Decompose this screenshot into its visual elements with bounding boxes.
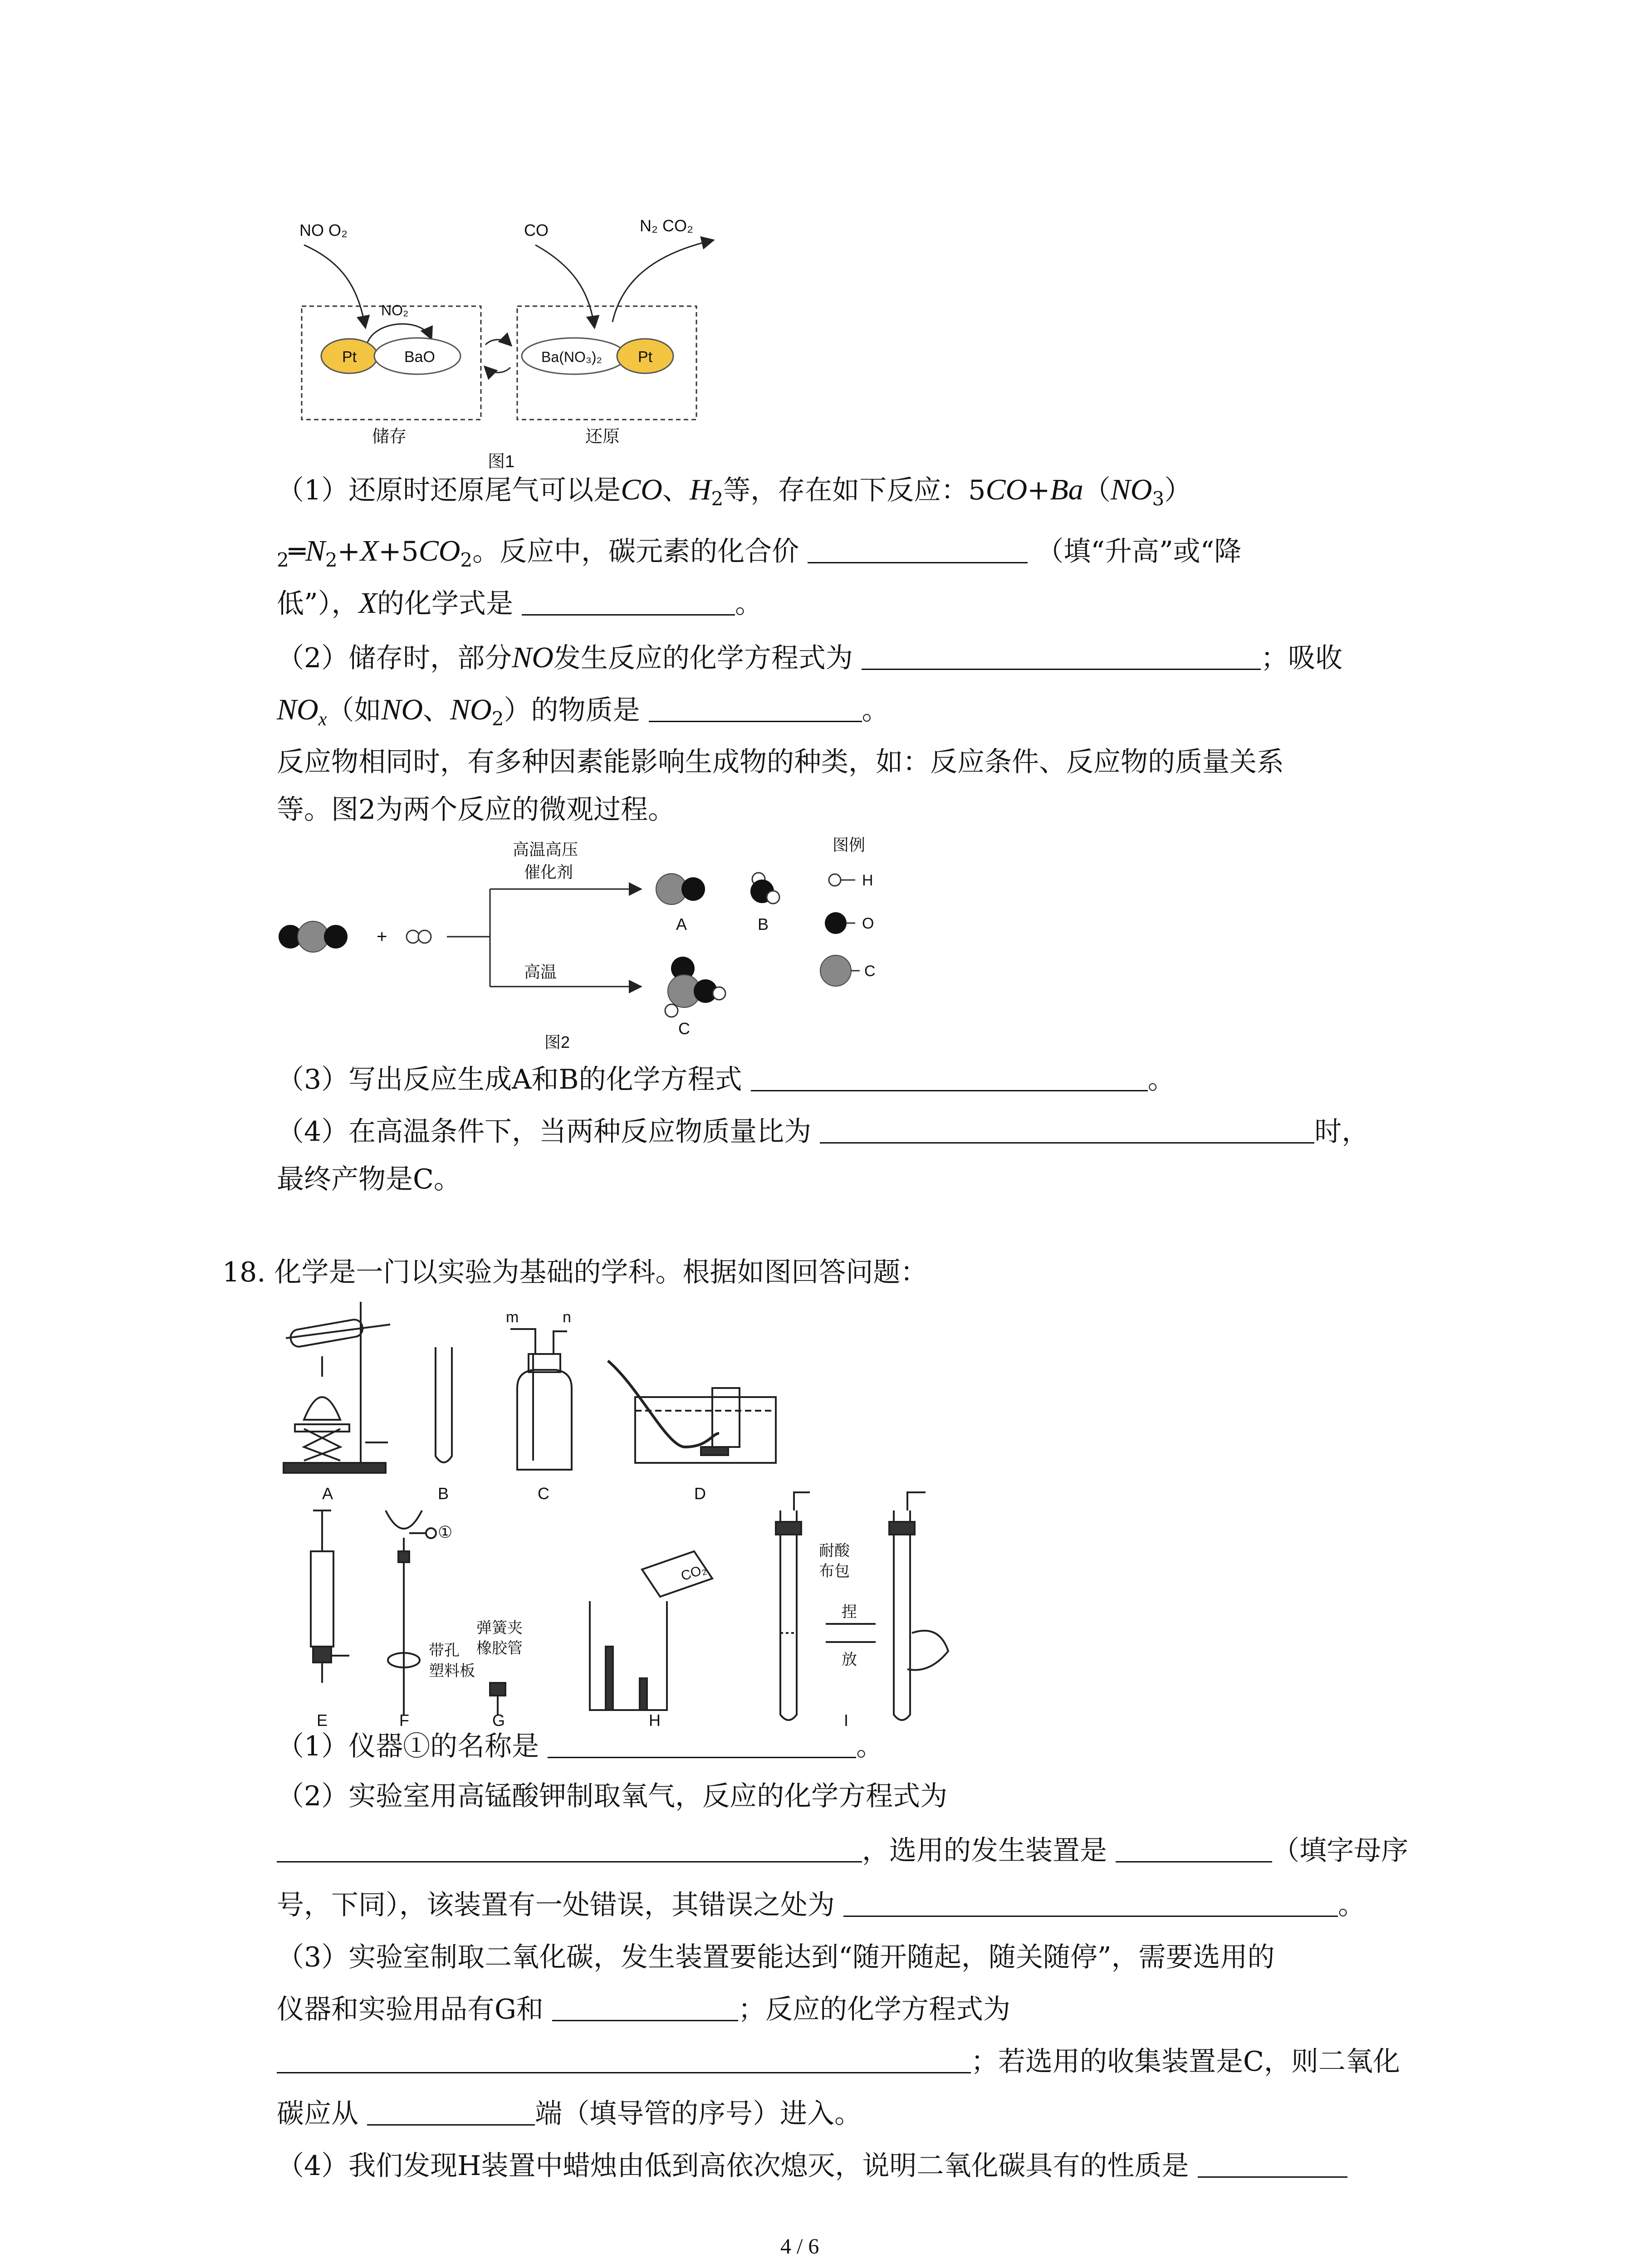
q17-blank-mass-ratio[interactable] xyxy=(820,1115,1314,1144)
q17-line-4: （2）储存时，部分NO发生反应的化学方程式为 ；吸收 xyxy=(277,641,1342,674)
q17-blank-x-formula[interactable] xyxy=(522,587,735,616)
fig3-label-h: H xyxy=(649,1711,661,1728)
q17-line-1: （1）还原时还原尾气可以是CO、$H_2$等，存在如下反应：$5CO+Ba(NO_3)$ xyxy=(277,473,1192,510)
fig1-right-input: CO xyxy=(524,221,549,240)
fig1-arrow-in-right xyxy=(535,245,594,327)
q18-blank-tube-end[interactable] xyxy=(367,2097,535,2126)
fig2-legend-o xyxy=(825,912,855,934)
q18-line-p2b: ，选用的发生装置是 （填字母序 xyxy=(277,1833,1408,1869)
fig2-product-a xyxy=(656,874,705,904)
fig2-product-b xyxy=(750,873,779,904)
fig1-arrow-out-right xyxy=(612,240,712,322)
fig3-plate-2: 塑料板 xyxy=(429,1662,475,1680)
fig1-label-reduction: 还原 xyxy=(585,427,620,446)
q18-line-p3d: 碳应从 端（填导管的序号）进入。 xyxy=(277,2098,862,2130)
q17-blank-absorber[interactable] xyxy=(649,694,862,722)
fig1-pt-left-label: Pt xyxy=(342,348,357,366)
fig3-label-g: G xyxy=(492,1711,505,1728)
fig2-label-a: A xyxy=(676,915,687,934)
page-number: 4 / 6 xyxy=(780,2234,819,2258)
fig3-cloth-2: 布包 xyxy=(819,1563,850,1580)
figure-3 xyxy=(277,1297,985,1728)
q18-line-p1: （1）仪器①的名称是 。 xyxy=(277,1730,884,1762)
q17-line-p4: （4）在高温条件下，当两种反应物质量比为 时， xyxy=(277,1116,1369,1148)
fig3-cloth-1: 耐酸 xyxy=(819,1542,850,1559)
fig1-arrow-in-left xyxy=(304,245,365,327)
q17-blank-valence[interactable] xyxy=(808,535,1028,563)
apparatus-d xyxy=(608,1361,776,1463)
fig1-pt-right-label: Pt xyxy=(637,348,653,366)
q18-blank-co2-property[interactable] xyxy=(1198,2149,1347,2178)
fig2-legend-c xyxy=(820,955,860,986)
fig3-label-a: A xyxy=(322,1484,333,1503)
fig1-right-outputs: N₂ CO₂ xyxy=(640,216,693,235)
fig2-legend-c-label: C xyxy=(864,963,876,980)
fig3-clip-1: 弹簧夹 xyxy=(476,1619,523,1637)
q18-blank-instrument[interactable] xyxy=(548,1730,856,1758)
fig3-label-d: D xyxy=(694,1484,706,1503)
fig3-label-f: F xyxy=(399,1711,409,1728)
q17-intro-line-1: 反应物相同时，有多种因素能影响生成物的种类，如：反应条件、反应物的质量关系 xyxy=(277,746,1284,778)
q18-line-p3c: ；若选用的收集装置是C，则二氧化 xyxy=(277,2043,1400,2080)
q17-line-2: $_2═N_2+X+5CO_2$。反应中，碳元素的化合价 （填“升高”或“降 xyxy=(277,534,1242,571)
q17-line-5: $NO_x$（如NO、$NO_2$）的物质是 。 xyxy=(277,693,889,730)
q18-line-p3b: 仪器和实验用品有G和 ；反应的化学方程式为 xyxy=(277,1994,1011,2025)
apparatus-e xyxy=(311,1510,349,1683)
fig3-plate-1: 带孔 xyxy=(429,1642,460,1659)
fig3-squeeze: 捏 xyxy=(842,1603,857,1621)
fig2-reactant-h2 xyxy=(407,930,431,943)
q17-line-3: 低”），X的化学式是 。 xyxy=(277,587,763,620)
fig3-circled-one: ① xyxy=(438,1523,453,1541)
fig2-legend-o-label: O xyxy=(862,915,874,932)
q18-blank-co2-equipment[interactable] xyxy=(552,1993,738,2021)
figure-1 xyxy=(277,213,753,472)
fig1-cycle-top xyxy=(485,340,510,345)
apparatus-i xyxy=(776,1492,948,1720)
fig1-caption: 图1 xyxy=(488,452,515,471)
figure-2 xyxy=(277,835,957,1052)
q18-stem: 18. 化学是一门以实验为基础的学科。根据如图回答问题： xyxy=(222,1256,928,1288)
fig1-bano3-label: Ba(NO₃)₂ xyxy=(541,349,602,365)
q18-line-p2c: 号，下同），该装置有一处错误，其错误之处为 。 xyxy=(277,1889,1366,1921)
fig1-left-inputs: NO O₂ xyxy=(299,221,348,240)
q18-blank-error[interactable] xyxy=(843,1888,1338,1917)
fig3-release: 放 xyxy=(842,1651,857,1668)
fig1-bao-label: BaO xyxy=(404,348,436,366)
q17-intro-line-2: 等。图2为两个反应的微观过程。 xyxy=(277,794,676,826)
fig3-co2: CO₂ xyxy=(679,1561,709,1584)
fig2-label-c: C xyxy=(678,1019,690,1038)
fig3-label-m: m xyxy=(506,1309,519,1326)
fig1-cycle-bottom xyxy=(485,367,510,372)
fig2-caption: 图2 xyxy=(544,1033,570,1051)
fig2-plus: + xyxy=(377,927,387,947)
q17-line-p4-end: 最终产物是C。 xyxy=(277,1163,461,1195)
q18-blank-generator[interactable] xyxy=(1116,1834,1272,1862)
fig3-label-e: E xyxy=(317,1711,328,1728)
apparatus-a xyxy=(284,1302,390,1473)
fig3-label-c: C xyxy=(538,1484,549,1503)
q17-blank-storage-equation[interactable] xyxy=(862,641,1261,670)
apparatus-b xyxy=(436,1347,452,1462)
apparatus-f xyxy=(386,1510,436,1715)
fig2-cond-top-1: 高温高压 xyxy=(513,840,578,859)
q18-line-p2: （2）实验室用高锰酸钾制取氧气，反应的化学方程式为 xyxy=(277,1780,948,1812)
q18-line-p4: （4）我们发现H装置中蜡烛由低到高依次熄灭，说明二氧化碳具有的性质是 xyxy=(277,2148,1347,2184)
q18-line-p3: （3）实验室制取二氧化碳，发生装置要能达到“随开随起，随关随停”，需要选用的 xyxy=(277,1941,1275,1973)
fig2-legend-h xyxy=(829,874,855,886)
apparatus-c xyxy=(510,1329,572,1470)
fig3-label-n: n xyxy=(563,1309,571,1326)
fig3-label-b: B xyxy=(438,1484,449,1503)
fig2-reactant-co2 xyxy=(279,921,348,952)
fig1-label-storage: 储存 xyxy=(372,427,407,446)
fig2-legend-title: 图例 xyxy=(833,836,866,854)
q17-line-p3: （3）写出反应生成A和B的化学方程式 。 xyxy=(277,1064,1175,1095)
fig3-label-i: I xyxy=(844,1711,849,1728)
q17-blank-ab-equation[interactable] xyxy=(751,1063,1148,1091)
q18-blank-co2-equation[interactable] xyxy=(277,2045,971,2073)
fig3-clip-2: 橡胶管 xyxy=(476,1640,523,1657)
fig1-no2: NO₂ xyxy=(381,302,409,318)
q18-blank-kmno4-equation[interactable] xyxy=(277,1834,862,1862)
fig2-cond-top-2: 催化剂 xyxy=(524,863,573,881)
fig2-cond-bottom: 高温 xyxy=(524,963,557,981)
fig2-product-c xyxy=(665,957,725,1017)
fig2-legend-h-label: H xyxy=(862,872,873,889)
apparatus-g xyxy=(490,1683,505,1715)
fig2-label-b: B xyxy=(758,915,769,934)
